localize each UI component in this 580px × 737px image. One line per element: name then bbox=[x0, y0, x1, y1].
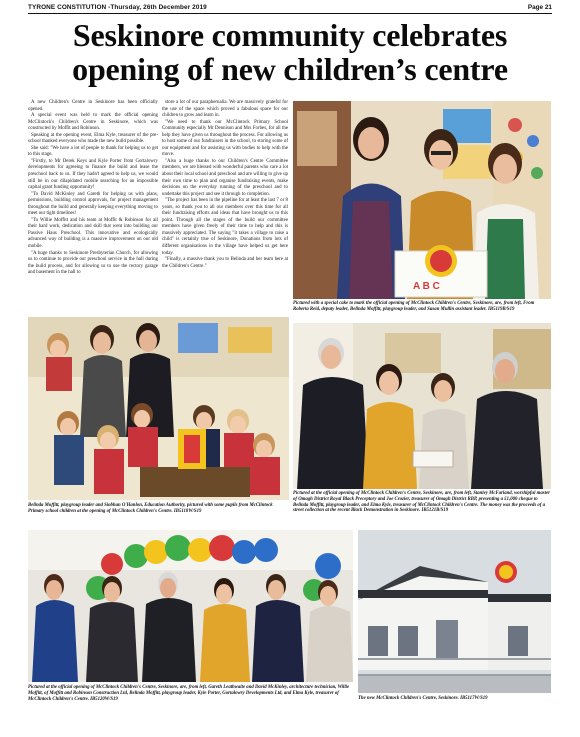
article-column-2 bbox=[162, 100, 288, 270]
headline-line-2: opening of new children’s centre bbox=[72, 51, 508, 87]
headline bbox=[28, 18, 552, 86]
caption-children: Belinda Moffitt, playgroup leader and Siobhan O'Hanlon, Education Authority, pictured with some pupils from McClintock Primary school children at the opening of McClintock Children's Centre. IB5118W/S19 bbox=[28, 503, 273, 514]
cake-letters: A B C bbox=[413, 281, 440, 292]
page-number: Page 21 bbox=[527, 4, 552, 11]
photo-group bbox=[28, 530, 353, 682]
article-paragraph: "To Willie Moffitt and his team at Moffit & Robinson for all their hard work, dedication and skill that went into building our Passive Haus Preschool. This innovative and ecologically advanced way of building is a massive improvement on our old mobile. bbox=[28, 217, 158, 250]
article-paragraph: Speaking at the opening event, Elma Kyle, treasurer of the pre-school thanked everyone who made the new build possible. bbox=[28, 132, 158, 145]
article-paragraph: "The project has been in the pipeline for at least the last 7 or 8 years, so thank you to all our members over this time for all their fundraising efforts and ideas that have brought us to this point. Through all the stages of the build our committee members have given freely of their time to help and this is massively appreciated. The saying "it takes a village to raise a child" is certainly true of Seskinore, Donations from lots of different organisations in the village have helped us get here today. bbox=[162, 198, 288, 256]
photo-building bbox=[358, 530, 551, 693]
article-paragraph: "A huge thanks to Seskinore Presbyterian Church, for allowing us to continue to provide our preschool service in the hall during the build process, and for allowing us to use the rectory garage and basement in the hall to bbox=[28, 250, 158, 276]
header-rule bbox=[28, 13, 552, 14]
article-paragraph: store a lot of our paraphernalia. We are massively grateful for the use of the space which proved a fabulous space for our children to grow and learn in. bbox=[162, 100, 288, 119]
newspaper-masthead: TYRONE CONSTITUTION -Thursday, 26th December 2019 bbox=[28, 4, 207, 11]
article-paragraph: She said: "We have a lot of people to thank for helping us to get to this stage. bbox=[28, 145, 158, 158]
article-paragraph: "Also a huge thanks to our Children's Centre Committee members, we are blessed with wonderful parents who care a lot about their local school and preschool and are willing to give up their own time to plan and organise fundraising events, make decisions on the everyday running of the preschool and to undertake this project and see it through to completion. bbox=[162, 158, 288, 197]
caption-group: Pictured at the official opening of McClintock Children's Centre, Seskinore, are, from left, Gareth Leathwaite and David McKinley, architecture technician, Willie Moffitt, of Moffitt and Robinson Construction Ltd, Belinda Moffitt, playgroup leader, Kyle Porter, Gortalowry Developments Ltd, and Elma Kyle, treasurer of McClintock Children's Centre. IB5120W/S19 bbox=[28, 685, 350, 702]
caption-cake: Pictured with a special cake to mark the official opening of McClintock Children's Centre, Seskinore, are, from left, From Roberta Reid, deputy leader, Belinda Moffitt, playgroup leader, and Susan Mullin assistant leader. IB5119B/S19 bbox=[293, 301, 535, 312]
article-column-1 bbox=[28, 100, 158, 277]
photo-cheque bbox=[293, 323, 551, 489]
headline-line-1: Seskinore community celebrates bbox=[72, 17, 508, 53]
article-paragraph: "Firstly, to Mr Derek Keys and Kyle Porter from Gortalowry developments for agreeing to finance the build and lease the preschool back to us. If they hadn't agreed to help us, we would still be in our dilapidated mobile searching for an impossible capital grant funding opportunity! bbox=[28, 158, 158, 191]
article-paragraph: A special event was held to mark the official opening McClintock's Children's Centre in Seskinore, which was constructed by Moffit and Robinson. bbox=[28, 113, 158, 132]
caption-cheque: Pictured at the official opening of McClintock Children's Centre, Seskinore, are, from left, Stanley McFarland, worshipful master of Omagh District Royal Black Preceptory and Joe Crozier, treasurer of Omagh District RBP, presenting a £1,000 cheque to Belinda Moffitt, playgroup leader, and Elma Kyle, treasurer of McClintock Children's Centre. The money was the proceeds of a street collection at the recent Black Demonstration in Seskinore. IB5121B/S19 bbox=[293, 491, 550, 514]
article-paragraph: "We need to thank our McClintock Primary School Community especially Mr Dennison and Mrs Forbes, for all the help they have given us throughout the process. For allowing us to host some of our fundraisers in the school, to storing some of our equipment and for assisting us with bodies to help with the move. bbox=[162, 119, 288, 158]
photo-children bbox=[28, 317, 289, 500]
photo-cake bbox=[293, 101, 551, 299]
article-paragraph: A new Children's Centre in Seskinore has been officially opened. bbox=[28, 100, 158, 112]
article-paragraph: "Finally, a massive thank you to Belinda and her team here at the Children's Centre." bbox=[162, 257, 288, 269]
article-paragraph: "To David McKinley and Gareth for helping us with plans, permissions, building control approvals, for project management throughout the build and generally keeping everything moving to meet our tight timelines! bbox=[28, 191, 158, 217]
caption-building: The new McClintock Children's Centre, Seskinore. IB5117W/S19 bbox=[358, 696, 488, 701]
